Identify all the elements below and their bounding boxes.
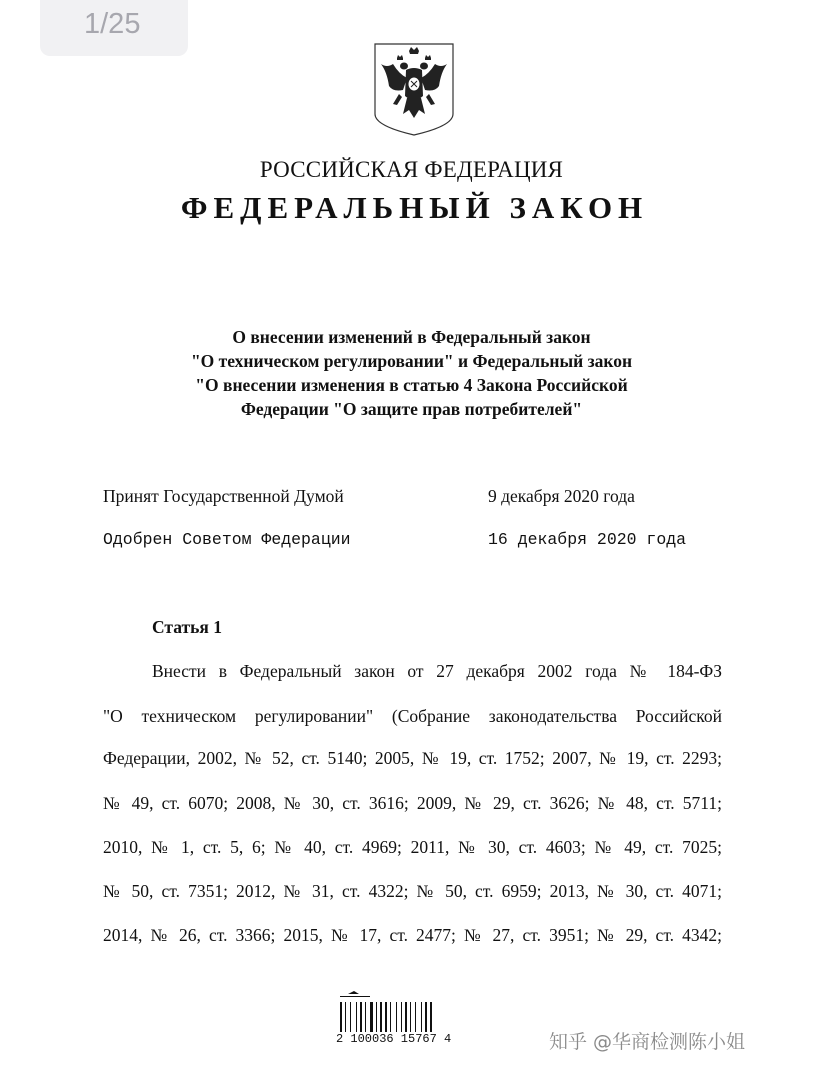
article-text-line: Федерации, 2002, № 52, ст. 5140; 2005, № 19, ст. 1752; 2007, № 19, ст. 2293; <box>103 748 722 768</box>
document-type: ФЕДЕРАЛЬНЫЙ ЗАКОН <box>180 190 649 225</box>
adopted-by-duma-label: Принят Государственной Думой <box>103 486 344 506</box>
article-text-line: Внести в Федеральный закон от 27 декабря 2002 года № 184-ФЗ <box>152 661 722 681</box>
article-text-line: 2014, № 26, ст. 3366; 2015, № 17, ст. 2477; № 27, ст. 3951; № 29, ст. 4342; <box>103 925 722 945</box>
page-counter-text: 1/25 <box>84 8 141 40</box>
country-name: РОССИЙСКАЯ ФЕДЕРАЦИЯ <box>259 157 564 182</box>
article-text-line: "О техническом регулировании" (Собрание законодательства Российской <box>103 706 722 726</box>
article-text-line: № 50, ст. 7351; 2012, № 31, ст. 4322; № 50, ст. 6959; 2013, № 30, ст. 4071; <box>103 881 722 901</box>
coat-of-arms-emblem <box>373 42 455 136</box>
page-counter <box>40 0 188 56</box>
law-title-line: Федерации "О защите прав потребителей" <box>240 399 583 419</box>
adopted-by-duma-date: 9 декабря 2020 года <box>488 486 635 506</box>
law-title-line: О внесении изменений в Федеральный закон <box>232 327 591 347</box>
article-text-line: № 49, ст. 6070; 2008, № 30, ст. 3616; 2009, № 29, ст. 3626; № 48, ст. 5711; <box>103 793 722 813</box>
law-title-line: "О внесении изменения в статью 4 Закона Российской <box>195 375 628 395</box>
watermark-text: 知乎 @华商检测陈小姐 <box>549 1031 746 1053</box>
approved-by-council-label: Одобрен Советом Федерации <box>103 530 351 549</box>
law-title-line: "О техническом регулировании" и Федеральный закон <box>190 351 633 371</box>
barcode-number: 2 100036 15767 4 <box>336 1032 452 1046</box>
article-text-line: 2010, № 1, ст. 5, 6; № 40, ст. 4969; 2011, № 30, ст. 4603; № 49, ст. 7025; <box>103 837 722 857</box>
law-title <box>0 325 823 421</box>
article-heading: Статья 1 <box>152 617 222 637</box>
approved-by-council-date: 16 декабря 2020 года <box>488 530 687 549</box>
